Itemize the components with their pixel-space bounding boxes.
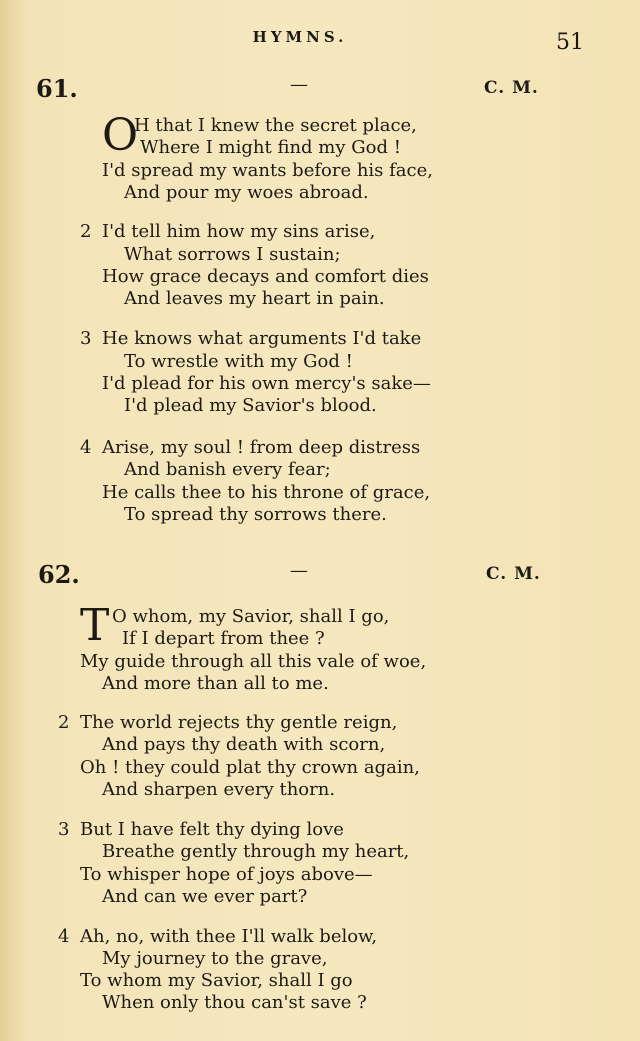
hymn-62-verse-2-number: 2 bbox=[58, 712, 70, 733]
page-number: 51 bbox=[556, 30, 584, 55]
hymn-62-verse-1-line-1: O whom, my Savior, shall I go, bbox=[112, 606, 390, 627]
hymn-61-drop-cap: O bbox=[102, 110, 139, 161]
hymn-61-verse-2-line-4: And leaves my heart in pain. bbox=[124, 288, 385, 309]
running-head: HYMNS. bbox=[252, 28, 348, 46]
hymn-62-drop-cap: T bbox=[80, 600, 110, 651]
hymn-62-verse-4-line-3: To whom my Savior, shall I go bbox=[80, 970, 353, 991]
hymn-62-verse-3-number: 3 bbox=[58, 819, 70, 840]
hymn-61-meter: C. M. bbox=[484, 78, 539, 98]
hymn-61-verse-3-number: 3 bbox=[80, 328, 92, 349]
hymn-62-verse-4-number: 4 bbox=[58, 926, 70, 947]
hymn-62-number: 62. bbox=[38, 560, 80, 589]
hymn-62-verse-2-line-1: The world rejects thy gentle reign, bbox=[80, 712, 398, 733]
hymn-61-verse-1-line-1: H that I knew the secret place, bbox=[134, 115, 417, 136]
hymn-62-verse-3-line-3: To whisper hope of joys above— bbox=[80, 864, 373, 885]
hymn-61-verse-3-line-3: I'd plead for his own mercy's sake— bbox=[102, 373, 431, 394]
hymn-61-verse-1-line-4: And pour my woes abroad. bbox=[124, 182, 369, 203]
hymn-61-verse-2-line-3: How grace decays and comfort dies bbox=[102, 266, 429, 287]
hymn-62-verse-4-line-4: When only thou can'st save ? bbox=[102, 992, 367, 1013]
hymn-62-verse-1-line-4: And more than all to me. bbox=[102, 673, 329, 694]
hymn-61-number: 61. bbox=[36, 74, 78, 103]
hymn-62-verse-3-line-1: But I have felt thy dying love bbox=[80, 819, 344, 840]
hymn-62-separator: — bbox=[290, 560, 308, 581]
hymn-61-verse-4-line-2: And banish every fear; bbox=[124, 459, 331, 480]
hymn-62-verse-2-line-2: And pays thy death with scorn, bbox=[102, 734, 386, 755]
hymn-61-verse-1-line-2: Where I might find my God ! bbox=[140, 137, 401, 158]
hymn-61-verse-2-number: 2 bbox=[80, 221, 92, 242]
hymn-62-meter: C. M. bbox=[486, 564, 541, 584]
hymn-61-verse-3-line-1: He knows what arguments I'd take bbox=[102, 328, 422, 349]
hymn-62-verse-1-line-2: If I depart from thee ? bbox=[122, 628, 325, 649]
hymn-61-verse-2-line-2: What sorrows I sustain; bbox=[124, 244, 341, 265]
hymn-61-verse-3-line-4: I'd plead my Savior's blood. bbox=[124, 395, 377, 416]
hymn-61-verse-4-line-4: To spread thy sorrows there. bbox=[124, 504, 387, 525]
hymn-62-verse-3-line-2: Breathe gently through my heart, bbox=[102, 841, 410, 862]
hymn-62-verse-1-line-3: My guide through all this vale of woe, bbox=[80, 651, 427, 672]
hymn-62-verse-4-line-1: Ah, no, with thee I'll walk below, bbox=[80, 926, 378, 947]
hymn-62-verse-2-line-4: And sharpen every thorn. bbox=[102, 779, 336, 800]
hymn-61-verse-3-line-2: To wrestle with my God ! bbox=[124, 351, 353, 372]
hymn-62-verse-3-line-4: And can we ever part? bbox=[102, 886, 308, 907]
hymn-61-verse-4-number: 4 bbox=[80, 437, 92, 458]
hymn-61-verse-2-line-1: I'd tell him how my sins arise, bbox=[102, 221, 376, 242]
hymn-61-verse-4-line-3: He calls thee to his throne of grace, bbox=[102, 482, 431, 503]
hymn-62-verse-4-line-2: My journey to the grave, bbox=[102, 948, 328, 969]
hymn-61-verse-4-line-1: Arise, my soul ! from deep distress bbox=[102, 437, 421, 458]
hymn-61-verse-1-line-3: I'd spread my wants before his face, bbox=[102, 160, 433, 181]
hymn-62-verse-2-line-3: Oh ! they could plat thy crown again, bbox=[80, 757, 420, 778]
hymn-61-separator: — bbox=[290, 74, 308, 95]
